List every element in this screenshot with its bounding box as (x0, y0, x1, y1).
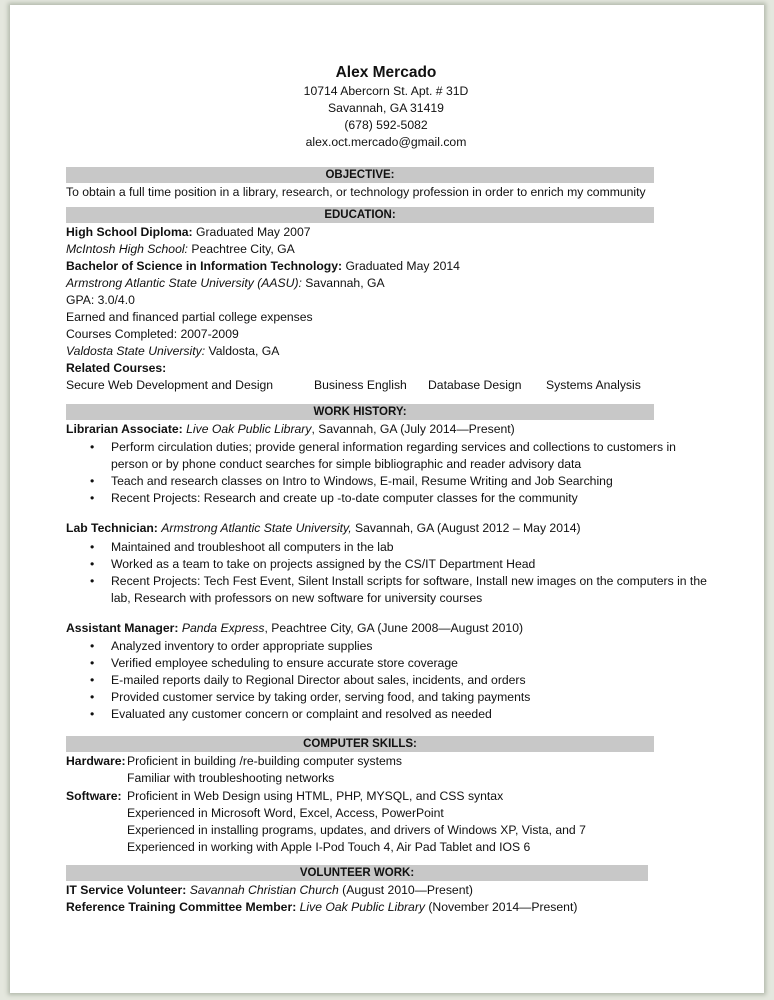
bullet-icon: • (90, 707, 95, 721)
skill-line: Experienced in installing programs, updates, and drivers of Windows XP, Vista, and 7 (127, 823, 586, 837)
volunteer-details: (November 2014—Present) (424, 900, 578, 914)
hs-diploma-line (66, 224, 311, 241)
course-item: Systems Analysis (546, 378, 641, 392)
work-history-heading: WORK HISTORY: (66, 404, 654, 420)
bs-degree-label: Bachelor of Science in Information Technology: (66, 259, 343, 273)
volunteer-details: (August 2010—Present) (338, 883, 473, 897)
hs-school: McIntosh High School: (66, 242, 188, 256)
job-employer: Live Oak Public Library (186, 422, 312, 436)
list-item (90, 638, 710, 655)
job-title: Lab Technician: (66, 521, 158, 535)
bullet-icon: • (90, 491, 95, 505)
duty-text: Analyzed inventory to order appropriate supplies (111, 639, 373, 653)
phone: (678) 592-5082 (344, 118, 428, 132)
bullet-icon: • (90, 639, 95, 653)
duty-text: Teach and research classes on Intro to Windows, E-mail, Resume Writing and Job Searching (111, 474, 613, 488)
gpa: GPA: 3.0/4.0 (66, 293, 135, 307)
list-item (90, 473, 710, 490)
job-title-line (66, 520, 581, 537)
contact-header (66, 63, 706, 151)
bs-degree-line (66, 258, 460, 275)
job-employer: Panda Express (181, 621, 265, 635)
course-item: Business English (314, 378, 407, 392)
volunteer-heading: VOLUNTEER WORK: (66, 865, 648, 881)
job-details: , Peachtree City, GA (June 2008—August 2010) (264, 621, 524, 635)
education-heading: EDUCATION: (66, 207, 654, 223)
hs-location: Peachtree City, GA (187, 242, 295, 256)
bullet-icon: • (90, 540, 95, 554)
email: alex.oct.mercado@gmail.com (305, 135, 467, 149)
vsu-school: Valdosta State University: (66, 344, 206, 358)
duty-text: E-mailed reports daily to Regional Director about sales, incidents, and orders (111, 673, 526, 687)
bs-date: Graduated May 2014 (342, 259, 460, 273)
hs-diploma-label: High School Diploma: (66, 225, 193, 239)
volunteer-item (66, 899, 577, 916)
list-item (90, 539, 710, 556)
bullet-icon: • (90, 440, 95, 454)
skill-line: Proficient in building /re-building computer systems (127, 754, 403, 768)
job-title-line (66, 620, 523, 637)
course-item: Secure Web Development and Design (66, 378, 274, 392)
list-item (90, 672, 710, 689)
bullet-icon: • (90, 574, 95, 588)
objective-text: To obtain a full time position in a library, research, or technology profession in order to enrich my community (66, 185, 646, 199)
duty-text: Maintained and troubleshoot all computers in the lab (111, 540, 394, 554)
job-title-line (66, 421, 515, 438)
software-label: Software: (66, 789, 122, 803)
duty-text: Worked as a team to take on projects assigned by the CS/IT Department Head (111, 557, 536, 571)
vsu-location: Valdosta, GA (205, 344, 280, 358)
related-courses-label: Related Courses: (66, 361, 167, 375)
skill-line: Experienced in Microsoft Word, Excel, Access, PowerPoint (127, 806, 444, 820)
hardware-list (127, 753, 402, 787)
volunteer-org: Live Oak Public Library (299, 900, 425, 914)
bullet-icon: • (90, 557, 95, 571)
job-duties-list (90, 539, 710, 607)
duty-text: Verified employee scheduling to ensure accurate store coverage (111, 656, 458, 670)
bs-school: Armstrong Atlantic State University (AASU): (66, 276, 302, 290)
bullet-icon: • (90, 673, 95, 687)
hardware-label: Hardware: (66, 754, 126, 768)
list-item (90, 655, 710, 672)
duty-text: Evaluated any customer concern or complaint and resolved as needed (111, 707, 492, 721)
list-item (90, 706, 710, 723)
list-item (90, 556, 710, 573)
volunteer-org: Savannah Christian Church (189, 883, 339, 897)
bullet-icon: • (90, 656, 95, 670)
address-line-2: Savannah, GA 31419 (328, 101, 444, 115)
volunteer-title: Reference Training Committee Member: (66, 900, 297, 914)
list-item (90, 439, 710, 473)
address-line-1: 10714 Abercorn St. Apt. # 31D (303, 84, 469, 98)
hs-school-line (66, 241, 295, 258)
courses-completed: Courses Completed: 2007-2009 (66, 327, 239, 341)
list-item (90, 573, 710, 607)
objective-heading: OBJECTIVE: (66, 167, 654, 183)
expenses-note: Earned and financed partial college expenses (66, 310, 313, 324)
job-duties-list (90, 638, 710, 723)
computer-skills-heading: COMPUTER SKILLS: (66, 736, 654, 752)
duty-text: Perform circulation duties; provide general information regarding services and collections to customers in person or by phone conduct searches for simple bibliographic and reader advisory data (111, 440, 676, 471)
hs-date: Graduated May 2007 (192, 225, 311, 239)
job-details: , Savannah, GA (July 2014—Present) (311, 422, 515, 436)
bs-location: Savannah, GA (301, 276, 385, 290)
volunteer-title: IT Service Volunteer: (66, 883, 187, 897)
duty-text: Provided customer service by taking order, serving food, and taking payments (111, 690, 531, 704)
job-title: Assistant Manager: (66, 621, 179, 635)
course-item: Database Design (428, 378, 522, 392)
software-list (127, 788, 586, 856)
bullet-icon: • (90, 690, 95, 704)
candidate-name: Alex Mercado (335, 64, 437, 81)
duty-text: Recent Projects: Research and create up -to-date computer classes for the community (111, 491, 578, 505)
vsu-line (66, 343, 279, 360)
bullet-icon: • (90, 474, 95, 488)
volunteer-item (66, 882, 473, 899)
list-item (90, 490, 710, 507)
job-details: Savannah, GA (August 2012 – May 2014) (351, 521, 581, 535)
job-employer: Armstrong Atlantic State University, (161, 521, 352, 535)
skill-line: Proficient in Web Design using HTML, PHP, MYSQL, and CSS syntax (127, 789, 504, 803)
list-item (90, 689, 710, 706)
skill-line: Experienced in working with Apple I-Pod Touch 4, Air Pad Tablet and IOS 6 (127, 840, 531, 854)
job-title: Librarian Associate: (66, 422, 183, 436)
bs-school-line (66, 275, 385, 292)
job-duties-list (90, 439, 710, 507)
duty-text: Recent Projects: Tech Fest Event, Silent Install scripts for software, Install new images on the computers in the lab, Research with professors on new software for university courses (111, 574, 707, 605)
resume-page (10, 5, 764, 993)
skill-line: Familiar with troubleshooting networks (127, 771, 335, 785)
